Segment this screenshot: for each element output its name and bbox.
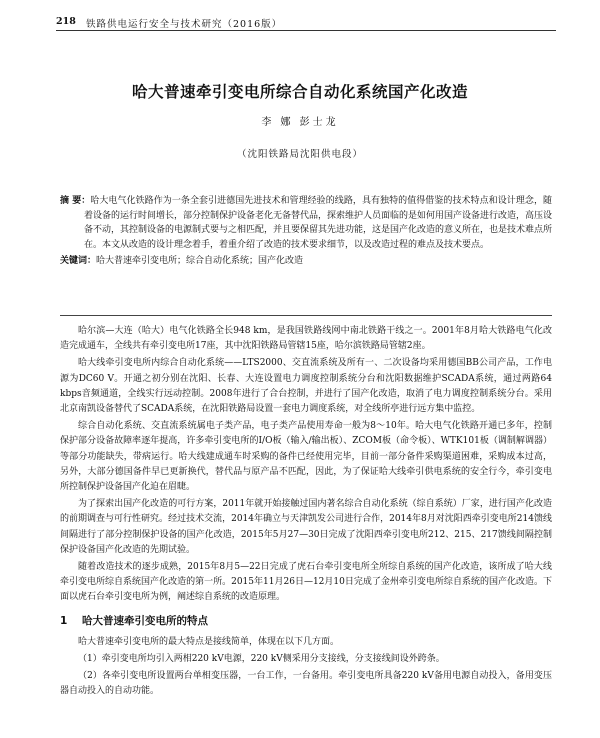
abstract-block <box>60 194 552 269</box>
section-paragraph-1: 哈大普速牵引变电所的最大特点是接线简单，体现在以下几方面。 <box>78 636 340 647</box>
section-title: 哈大普速牵引变电所的特点 <box>82 614 208 627</box>
body-text <box>60 324 552 702</box>
keywords-text: 哈大普速牵引变电所；综合自动化系统；国产化改造 <box>96 256 304 267</box>
section-paragraph-3: （2）各牵引变电所设置两台单相变压器，一台工作，一台备用。牵引变电所具备220 kV备用电源自动投入，备用变压器自动投入的自动功能。 <box>60 671 552 697</box>
abstract-text: 哈大电气化铁路作为一条全套引进德国先进技术和管理经验的线路，具有独特的值得借鉴的技术特点和设计理念，随着设备的运行时间增长，部分控制保护设备老化无备替代品，探索维护人员面临的是如何用国产设备进行改造，高压设备不动，其控制设备的电源制式要与之相匹配，并且要保留其先进功能，这是国产化改造的意义所在，也是技术难点所在。本文从改造的设计理念着手，着重介绍了改造的技术要求细节，以及改造过程的难点及技术要点。 <box>84 196 553 250</box>
abstract-paragraph <box>60 194 552 252</box>
body-paragraph-3: 综合自动化系统、交直流系统属电子类产品，电子类产品使用寿命一般为8～10年。哈大电气化铁路开通已多年，控制保护部分设备故障率逐年提高，许多牵引变电所的I/O板（输入/输出板）、ZCOM板（命令板）、WTK101板（调制解调器）等部分功能缺失，带病运行。哈大线建成通车时采购的备件已经使用完毕，目前一部分备件采购渠道困难，采购成本过高，另外，大部分德国备件早已更新换代，替代品与原产品不匹配，因此，为了保证哈大线牵引供电系统的安全行今，牵引变电所控制保护设备国产化迫在眉睫。 <box>60 421 552 493</box>
paper-title: 哈大普速牵引变电所综合自动化系统国产化改造 <box>131 82 468 101</box>
keywords-label: 关键词： <box>60 256 97 267</box>
page-number: 218 <box>56 16 76 27</box>
body-paragraph-2: 哈大线牵引变电所内综合自动化系统——LTS2000、交直流系统及所有一、二次设备均采用德国BB公司产品，工作电源为DC60 V。开通之初分别在沈阳、长春、大连设置电力调度控制系统分台和沈阳数据维护SCADA系统，通过两路64 kbps音频通道，全线实行远动控制。2008年进行了合台控制，并进行了国产化改造，取消了电力调度控制系统分台。采用北京南凯设备替代了SCADA系统，在沈阳铁路局设置一套电力调度系统，对全线所亭进行远方集中监控。 <box>60 358 552 415</box>
journal-name: 铁路供电运行安全与技术研究（2016版） <box>86 19 283 30</box>
section-heading <box>60 614 552 629</box>
body-paragraph-1: 哈尔滨—大连（哈大）电气化铁路全长948 km，是我国铁路线网中南北铁路干线之一。2001年8月哈大铁路电气化改造完成通车，全线共有牵引变电所17座，其中沈阳铁路局管辖15座，哈尔滨铁路局管辖2座。 <box>60 326 552 352</box>
paper-authors: 李 娜 彭士龙 <box>261 117 339 128</box>
keywords-line <box>60 254 552 269</box>
body-paragraph-5: 随着改造技术的逐步成熟，2015年8月5—22日完成了虎石台牵引变电所全所综自系统的国产化改造，该所成了哈大线牵引变电所综自系统国产化改造的第一所。2015年11月26日—12月10日完成了金州牵引变电所综自系统的国产化改造。下面以虎石台牵引变电所为例，阐述综自系统的改造原理。 <box>60 562 552 603</box>
section-paragraph-2: （1）牵引变电所均引入两相220 kV电源，220 kV侧采用分支接线，分支接线间设外跨条。 <box>78 654 445 665</box>
body-paragraph-4: 为了探索出国产化改造的可行方案，2011年就开始接触过国内著名综合自动化系统（综自系统）厂家，进行国产化改造的前期调查与可行性研究。经过技术交流，2014年确立与天津凯发公司进行合作，2014年8月对沈阳西牵引变电所214馈线间隔进行了部分控制保护设备的国产化改造，2015年5月27—30日完成了沈阳西牵引变电所212、215、217馈线间隔控制保护设备国产化改造的先期试验。 <box>60 499 552 555</box>
abstract-divider <box>60 315 552 316</box>
abstract-label: 摘 要： <box>60 196 91 206</box>
paper-affiliation: （沈阳铁路局沈阳供电段） <box>236 149 363 160</box>
page-header <box>56 14 556 31</box>
section-number: 1 <box>60 614 68 627</box>
